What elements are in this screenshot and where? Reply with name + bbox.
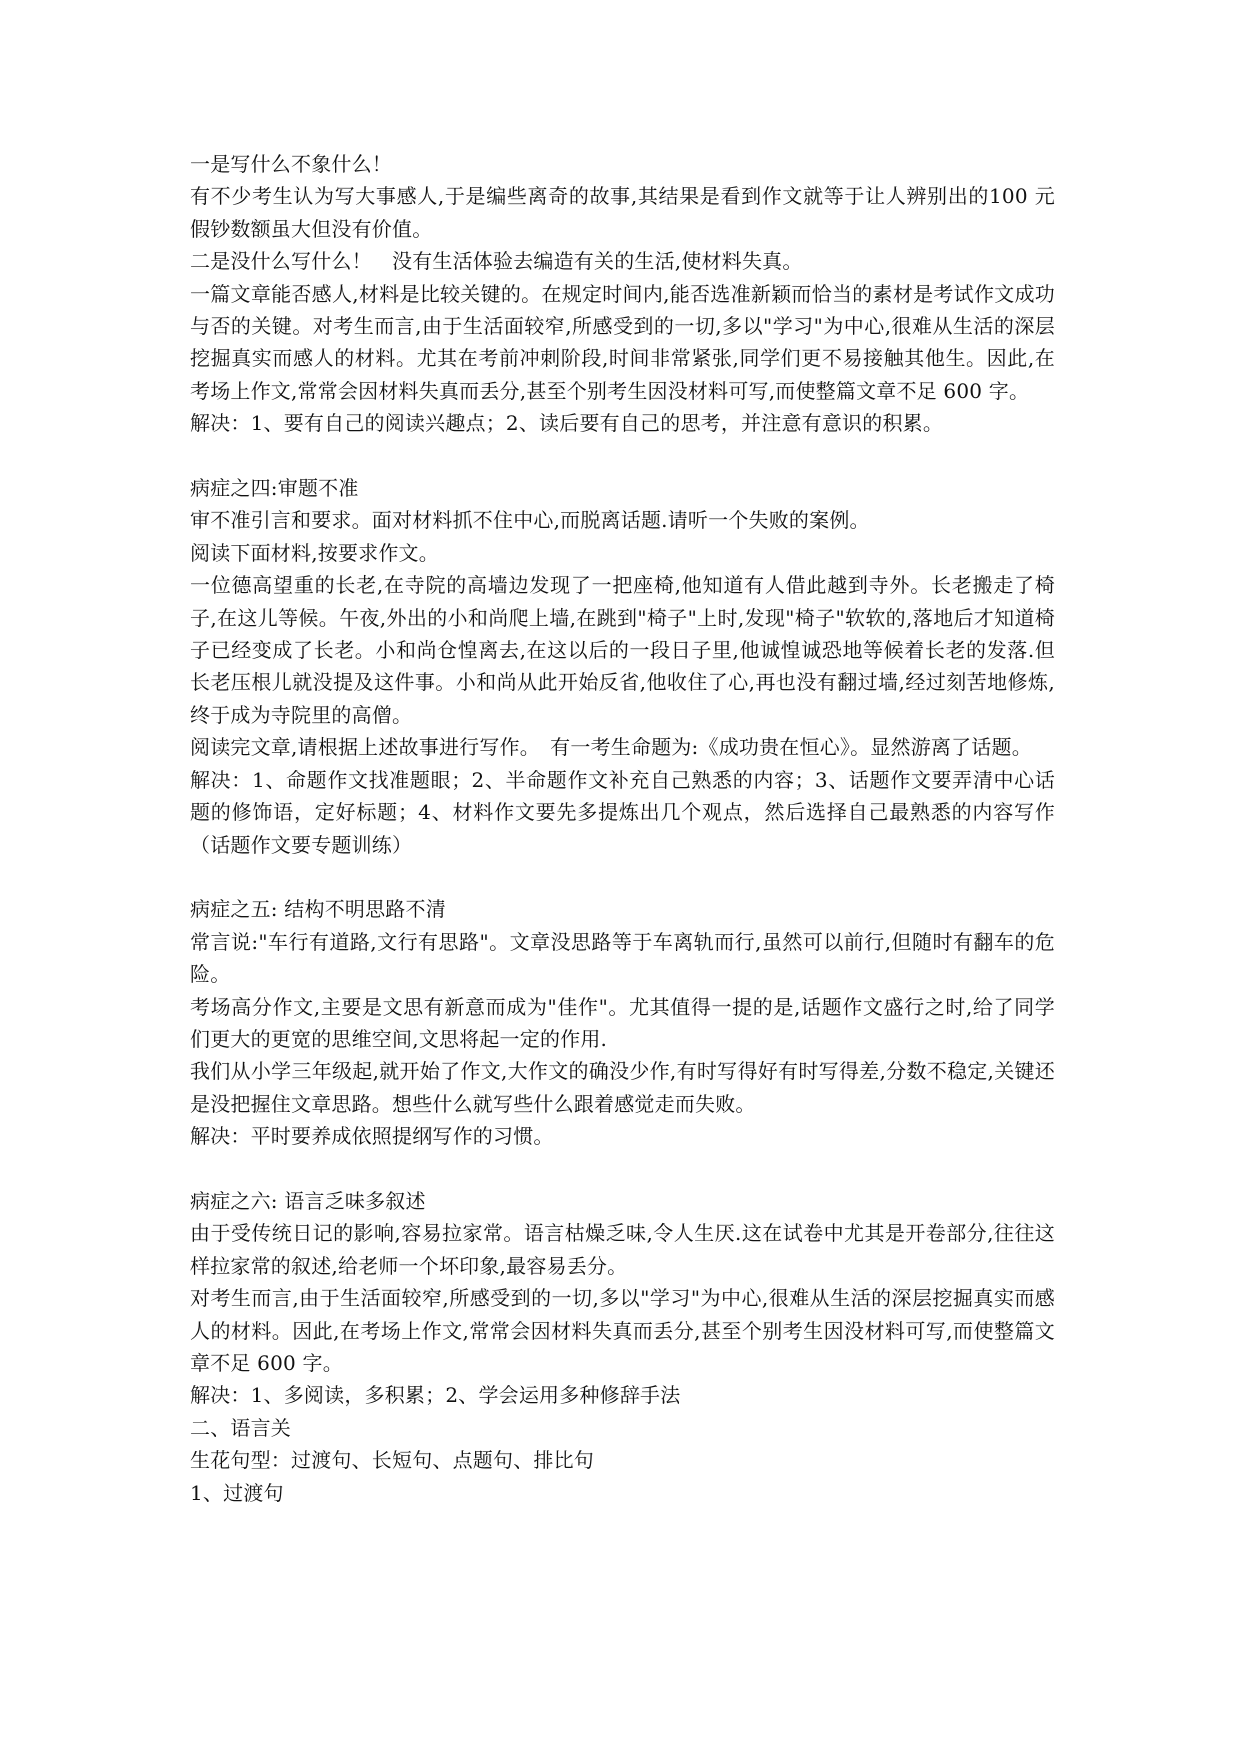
paragraph: 一是写什么不象什么！ <box>190 152 392 176</box>
paragraph: 病症之四:审题不准 <box>190 476 359 501</box>
paragraph: 解决：1、多阅读，多积累；2、学会运用多种修辞手法 <box>190 1383 681 1408</box>
paragraph: 生花句型：过渡句、长短句、点题句、排比句 <box>190 1448 594 1473</box>
paragraph: 阅读完文章,请根据上述故事进行写作。 有一考生命题为:《成功贵在恒心》。显然游离了话题。 <box>190 735 1032 760</box>
paragraph: 解决：1、要有自己的阅读兴趣点；2、读后要有自己的思考，并注意有意识的积累。 <box>190 411 944 436</box>
paragraph: 对考生而言,由于生活面较窄,所感受到的一切,多以"学习"为中心,很难从生活的深层挖掘真实而感人的材料。因此,在考场上作文,常常会因材料失真而丢分,甚至个别考生因没材料可写,而使整篇文章不足 600 字。 <box>190 1286 1055 1375</box>
paragraph: 由于受传统日记的影响,容易拉家常。语言枯燥乏味,令人生厌.这在试卷中尤其是开卷部分,往往这样拉家常的叙述,给老师一个坏印象,最容易丢分。 <box>190 1221 1055 1278</box>
document-body <box>190 148 1055 1509</box>
paragraph: 考场高分作文,主要是文思有新意而成为"佳作"。尤其值得一提的是,话题作文盛行之时,给了同学们更大的更宽的思维空间,文思将起一定的作用. <box>190 994 1055 1051</box>
paragraph-gap <box>190 1153 1055 1185</box>
paragraph: 病症之五: 结构不明思路不清 <box>190 897 446 922</box>
paragraph: 二是没什么写什么！ 没有生活体验去编造有关的生活,使材料失真。 <box>190 249 803 274</box>
paragraph: 常言说:"车行有道路,文行有思路"。文章没思路等于车离轨而行,虽然可以前行,但随时有翻车的危险。 <box>190 929 1055 987</box>
paragraph: 解决：1、命题作文找准题眼；2、半命题作文补充自己熟悉的内容；3、话题作文要弄清中心话题的修饰语，定好标题；4、材料作文要先多提炼出几个观点，然后选择自己最熟悉的内容写作（话题作文要专题训练） <box>190 767 1055 857</box>
paragraph: 解决：平时要养成依照提纲写作的习惯。 <box>190 1124 554 1149</box>
paragraph: 病症之六: 语言乏味多叙述 <box>190 1188 426 1213</box>
paragraph: 审不准引言和要求。面对材料抓不住中心,而脱离话题.请听一个失败的案例。 <box>190 508 870 533</box>
paragraph: 阅读下面材料,按要求作文。 <box>190 540 439 565</box>
paragraph: 有不少考生认为写大事感人,于是编些离奇的故事,其结果是看到作文就等于让人辨别出的100 元假钞数额虽大但没有价值。 <box>190 184 1055 241</box>
paragraph-gap <box>190 861 1055 893</box>
paragraph: 一篇文章能否感人,材料是比较关键的。在规定时间内,能否选准新颖而恰当的素材是考试作文成功与否的关键。对考生而言,由于生活面较窄,所感受到的一切,多以"学习"为中心,很难从生活的深层挖掘真实而感人的材料。尤其在考前冲刺阶段,时间非常紧张,同学们更不易接触其他生。因此,在考场上作文,常常会因材料失真而丢分,甚至个别考生因没材料可写,而使整篇文章不足 600 字。 <box>190 281 1055 403</box>
paragraph: 二、语言关 <box>190 1415 291 1440</box>
paragraph: 我们从小学三年级起,就开始了作文,大作文的确没少作,有时写得好有时写得差,分数不稳定,关键还是没把握住文章思路。想些什么就写些什么跟着感觉走而失败。 <box>190 1059 1055 1116</box>
paragraph: 1、过渡句 <box>190 1480 284 1505</box>
paragraph-gap <box>190 440 1055 472</box>
paragraph: 一位德高望重的长老,在寺院的高墙边发现了一把座椅,他知道有人借此越到寺外。长老搬走了椅子,在这儿等候。午夜,外出的小和尚爬上墙,在跳到"椅子"上时,发现"椅子"软软的,落地后才知道椅子已经变成了长老。小和尚仓惶离去,在这以后的一段日子里,他诚惶诚恐地等候着长老的发落.但长老压根儿就没提及这件事。小和尚从此开始反省,他收住了心,再也没有翻过墙,经过刻苦地修炼,终于成为寺院里的高僧。 <box>190 573 1055 727</box>
